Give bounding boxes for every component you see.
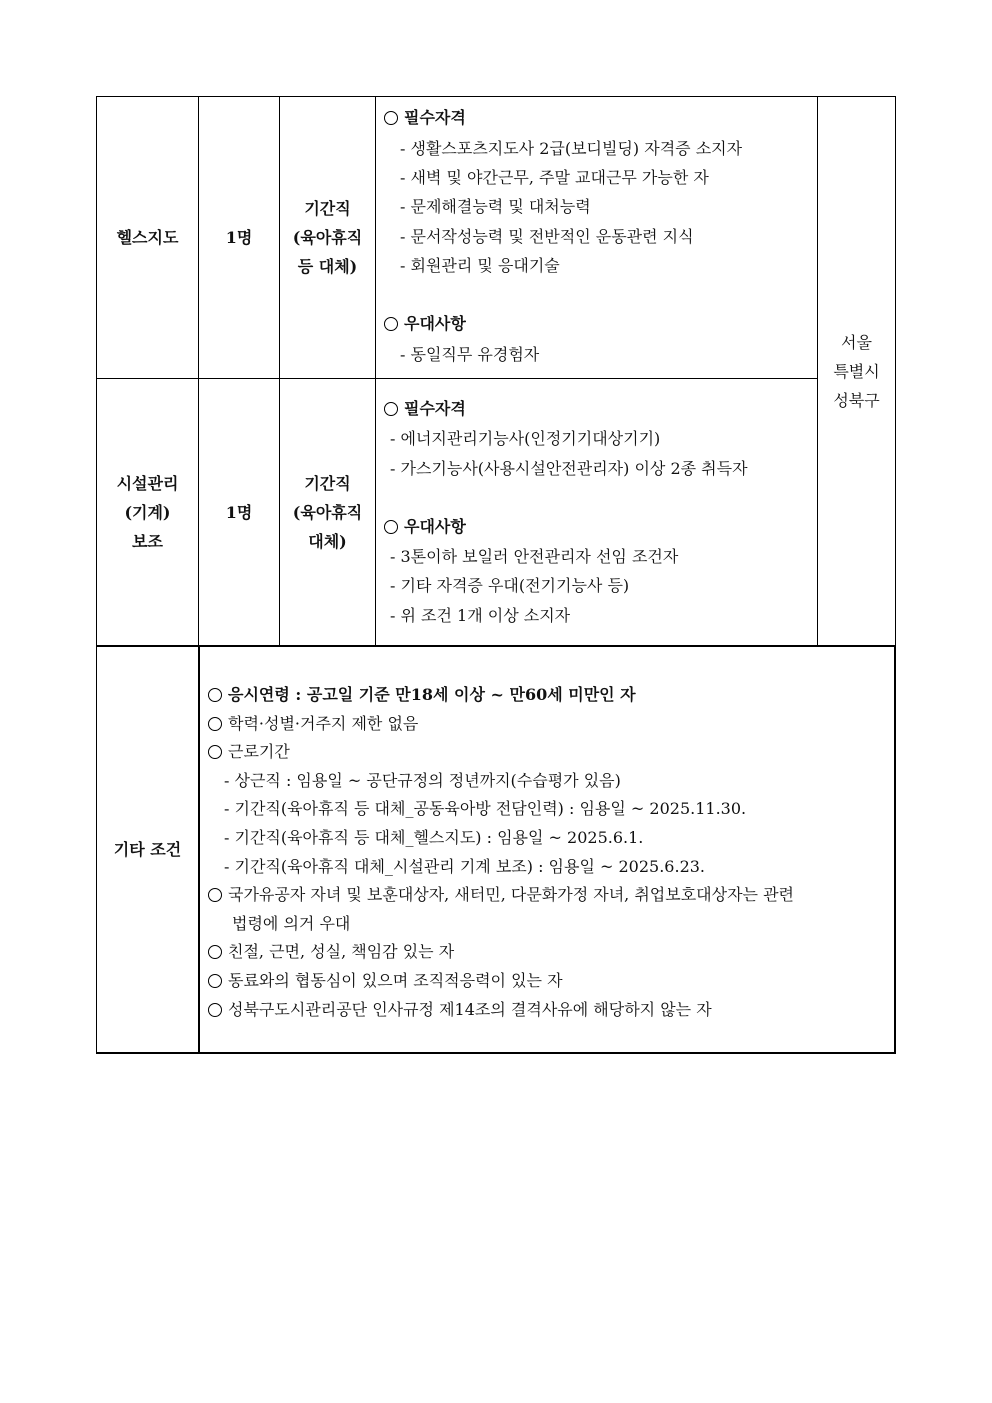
circle-bullet-icon [208, 745, 222, 759]
required-heading: 필수자격 [384, 394, 466, 423]
condition-text: 학력·성별·거주지 제한 없음 [228, 713, 419, 733]
circle-bullet-icon [384, 317, 398, 331]
condition-line [232, 909, 350, 938]
type-line: (육아휴직 [292, 502, 363, 522]
location-cell [817, 96, 896, 646]
condition-line [208, 680, 636, 709]
condition-line [208, 709, 418, 738]
hire-count: 1명 [225, 502, 253, 522]
hire-count: 1명 [225, 228, 253, 247]
count-cell [198, 378, 280, 646]
condition-line [208, 966, 563, 995]
condition-text: 성북구도시관리공단 인사규정 제14조의 결격사유에 해당하지 않는 자 [228, 999, 712, 1019]
condition-text: 동료와의 협동심이 있으며 조직적응력이 있는 자 [228, 971, 563, 990]
location-line: 서울 [841, 332, 872, 352]
condition-text: 친절, 근면, 성실, 책임감 있는 자 [228, 942, 455, 962]
condition-text: - 상근직 : 임용일 ~ 공단규정의 정년까지(수습평가 있음) [224, 770, 621, 790]
required-item: - 회원관리 및 응대기술 [400, 256, 560, 275]
required-heading: 필수자격 [384, 103, 466, 132]
position-name: 보조 [132, 531, 163, 551]
circle-bullet-icon [208, 974, 222, 988]
position-name: 헬스지도 [116, 228, 179, 247]
circle-bullet-icon [208, 1003, 222, 1017]
qualifications-cell [375, 96, 818, 379]
preferred-item: - 3톤이하 보일러 안전관리자 선임 조건자 [390, 547, 679, 566]
circle-bullet-icon [208, 945, 222, 959]
required-item: - 문서작성능력 및 전반적인 운동관련 지식 [400, 227, 694, 246]
type-line: 대체) [308, 531, 347, 551]
condition-text: 법령에 의거 우대 [232, 913, 351, 933]
required-item: - 생활스포츠지도사 2급(보디빌딩) 자격증 소지자 [400, 139, 743, 158]
location-line: 성북구 [833, 390, 880, 410]
type-line: 등 대체) [297, 257, 358, 276]
required-item: - 새벽 및 야간근무, 주말 교대근무 가능한 자 [400, 168, 709, 187]
required-item: - 가스기능사(사용시설안전관리자) 이상 2종 취득자 [390, 459, 748, 478]
condition-text: - 기간직(육아휴직 등 대체_헬스지도) : 임용일 ~ 2025.6.1. [224, 828, 644, 847]
preferred-item: - 기타 자격증 우대(전기기능사 등) [390, 576, 630, 595]
preferred-heading: 우대사항 [384, 512, 466, 541]
circle-bullet-icon [208, 888, 222, 902]
type-line: (육아휴직 [292, 228, 363, 247]
circle-bullet-icon [208, 688, 222, 702]
position-name: 시설관리 [116, 473, 179, 493]
position-cell [96, 378, 199, 646]
condition-line [224, 794, 746, 823]
condition-text: 국가유공자 자녀 및 보훈대상자, 새터민, 다문화가정 자녀, 취업보호대상자는 관련 [228, 885, 794, 905]
type-line: 기간직 [304, 473, 351, 493]
condition-line [208, 880, 794, 909]
required-item: - 문제해결능력 및 대처능력 [400, 197, 591, 216]
preferred-item: - 위 조건 1개 이상 소지자 [390, 606, 571, 625]
circle-bullet-icon [208, 717, 222, 731]
condition-text: 응시연령 : 공고일 기준 만18세 이상 ~ 만60세 미만인 자 [228, 685, 636, 704]
condition-line [224, 766, 621, 795]
circle-bullet-icon [384, 402, 398, 416]
condition-text: - 기간직(육아휴직 대체_시설관리 기계 보조) : 임용일 ~ 2025.6.23. [224, 856, 706, 876]
other-conditions-label: 기타 조건 [113, 840, 182, 859]
position-cell [96, 96, 199, 379]
condition-line [208, 737, 290, 766]
condition-line [208, 937, 454, 966]
position-name: (기계) [124, 502, 171, 522]
type-line: 기간직 [304, 199, 351, 218]
condition-text: - 기간직(육아휴직 등 대체_공동육아방 전담인력) : 임용일 ~ 2025.11.30. [224, 799, 747, 819]
preferred-heading: 우대사항 [384, 309, 466, 338]
employment-type-cell [279, 96, 376, 379]
preferred-item: - 동일직무 유경험자 [400, 345, 540, 364]
other-conditions-label-cell [96, 645, 199, 1054]
count-cell [198, 96, 280, 379]
employment-type-cell [279, 378, 376, 646]
required-item: - 에너지관리기능사(인정기기대상기기) [390, 429, 661, 448]
condition-text: 근로기간 [228, 742, 290, 762]
circle-bullet-icon [384, 520, 398, 534]
condition-line [208, 995, 712, 1024]
circle-bullet-icon [384, 111, 398, 125]
condition-line [224, 852, 705, 881]
qualifications-cell [375, 378, 818, 646]
other-conditions-cell [198, 645, 896, 1054]
location-line: 특별시 [833, 361, 880, 381]
condition-line [224, 823, 643, 852]
